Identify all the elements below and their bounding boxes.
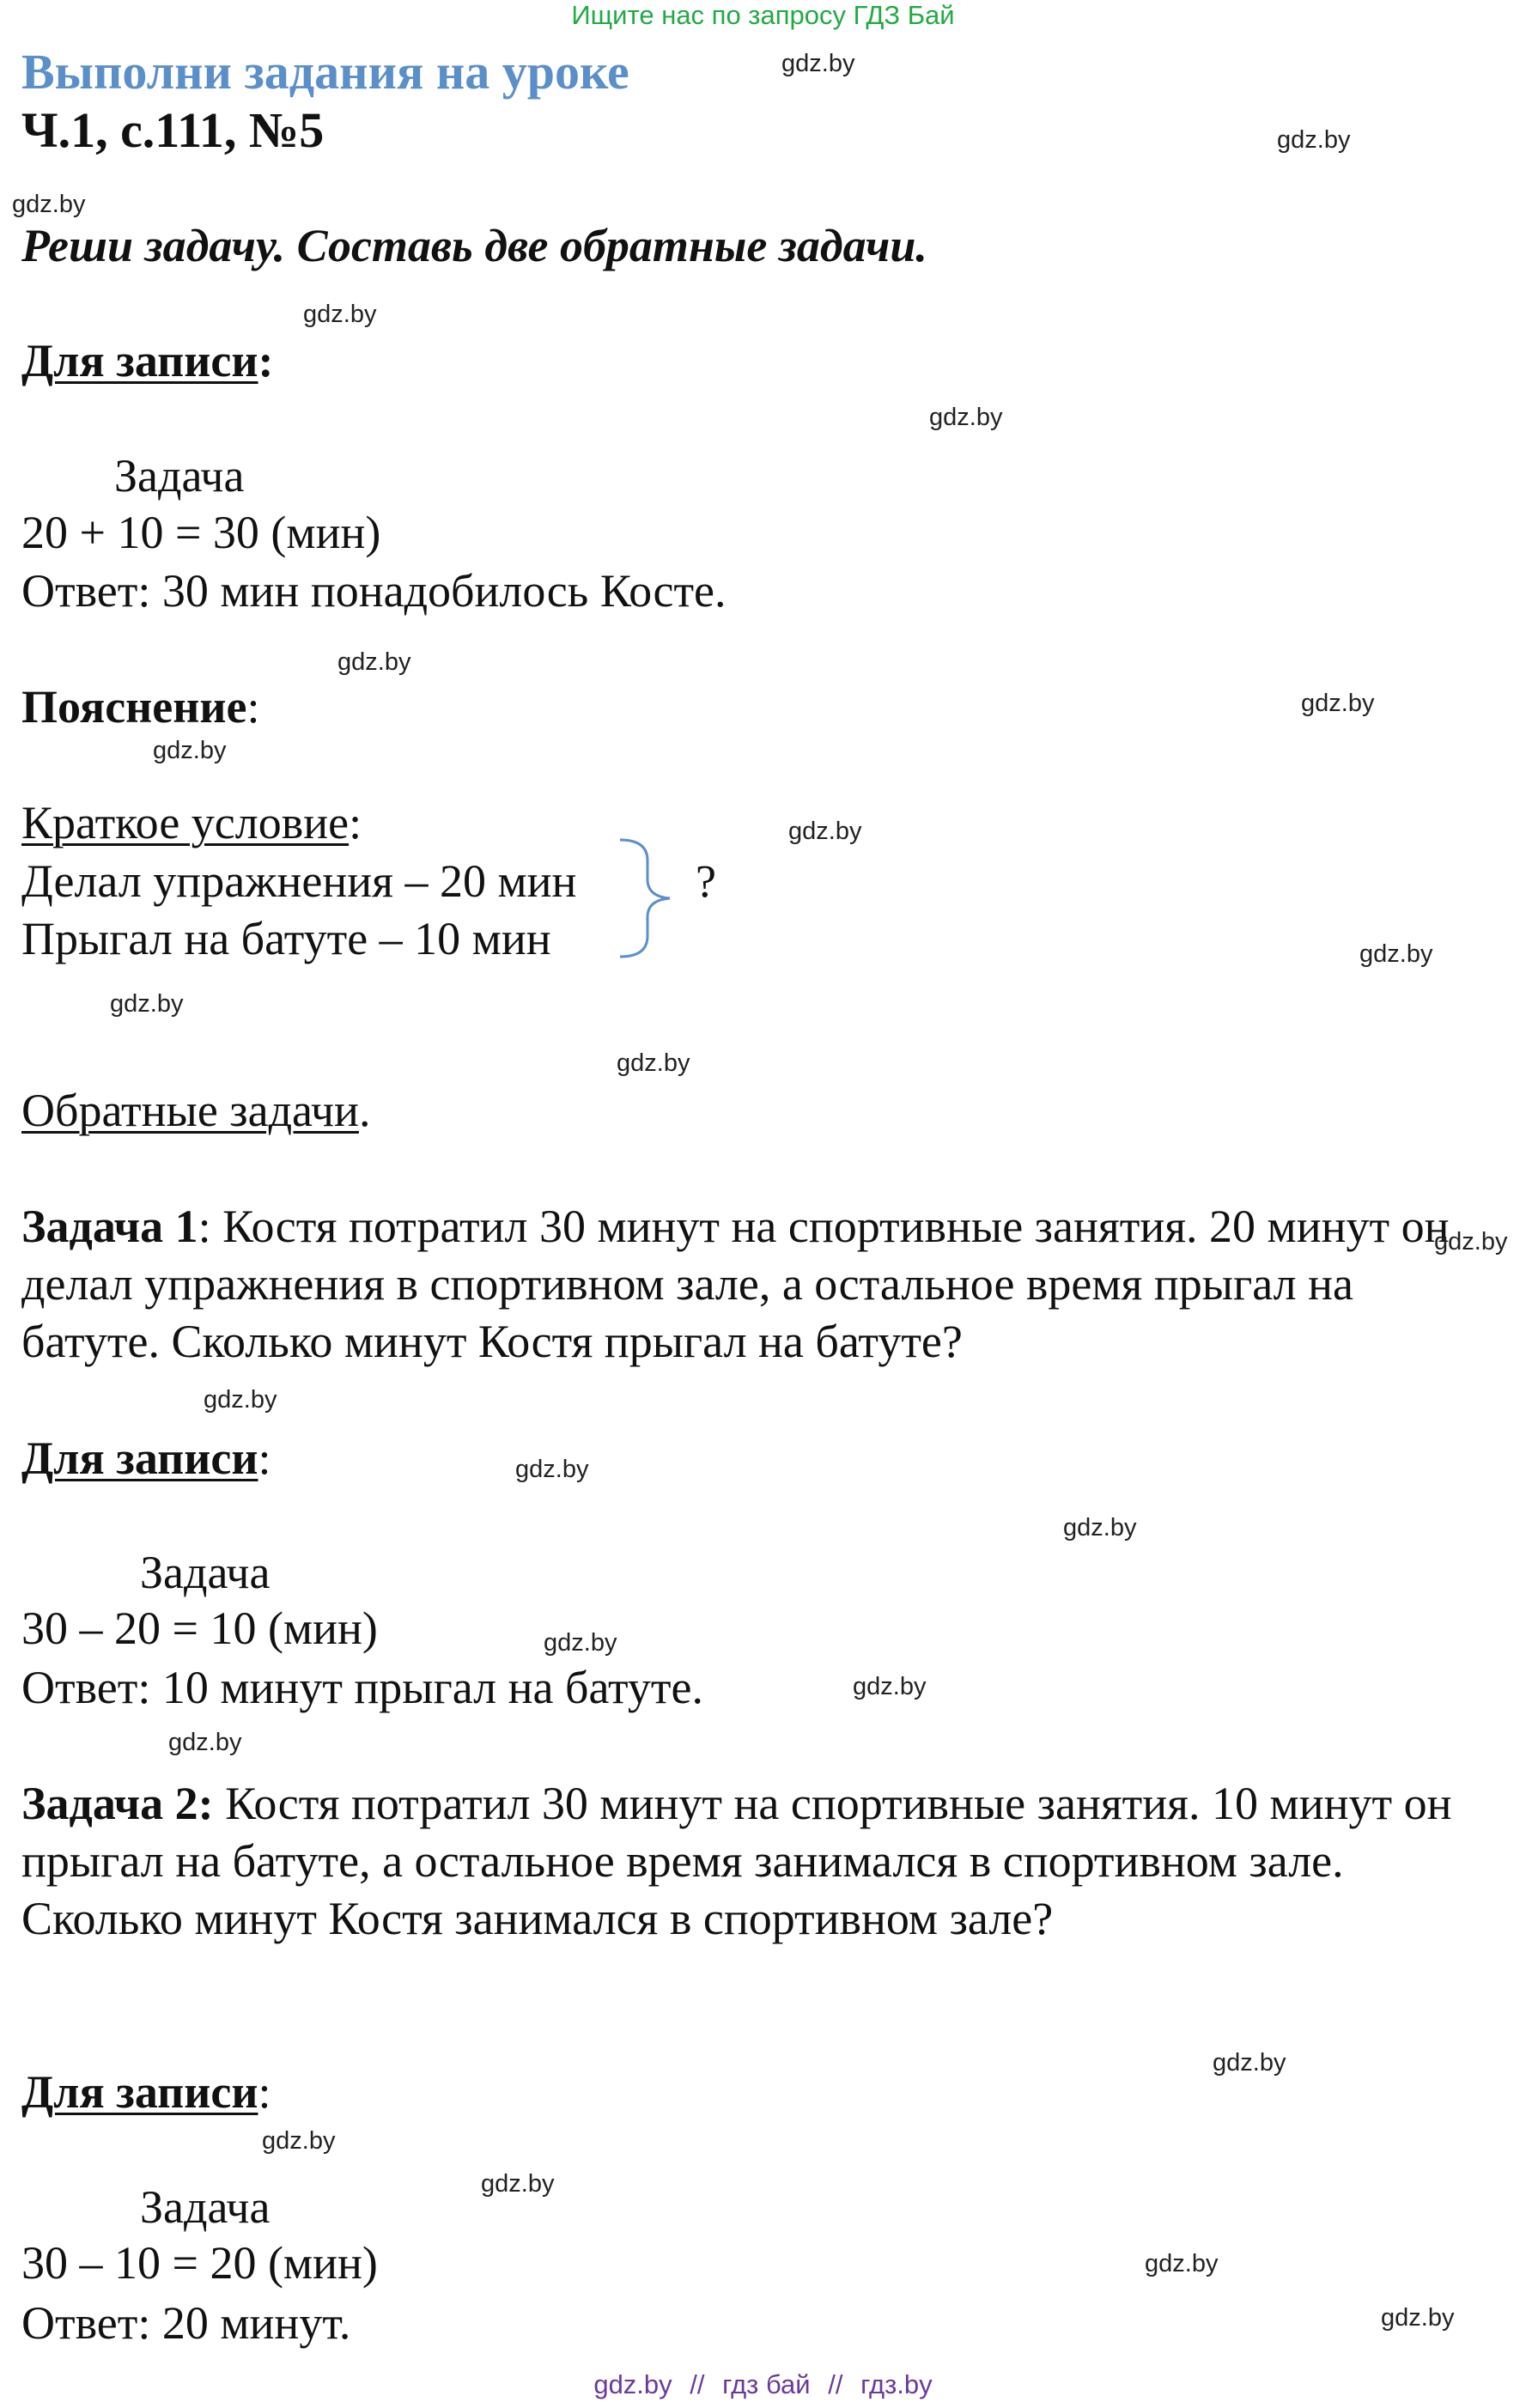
task-word-2: Задача [140, 1547, 271, 1598]
for-record-label: Для записи [21, 2066, 258, 2118]
for-record-label: Для записи [21, 1432, 258, 1484]
task-2-text [21, 1775, 1481, 1948]
watermark: gdz.by [262, 2127, 336, 2155]
task-reference: Ч.1, с.111, №5 [21, 102, 325, 158]
page-title: Выполни задания на уроке [21, 44, 629, 100]
watermark: gdz.by [617, 1049, 690, 1077]
watermark: gdz.by [781, 50, 855, 77]
top-banner: Ищите нас по запросу ГДЗ Бай [571, 0, 955, 30]
condition-line-1: Делал упражнения – 20 мин [21, 855, 577, 907]
task-2-body: Костя потратил 30 минут на спортивные занятия. 10 минут он прыгал на батуте, а остальное время занимался в спортивном зале. Сколько минут Костя занимался в спортивном зале? [21, 1778, 1452, 1944]
task-word: Задача [114, 450, 245, 502]
colon: : [246, 681, 260, 733]
task-1-answer: Ответ: 10 минут прыгал на батуте. [21, 1662, 703, 1713]
condition-line-2: Прыгал на батуте – 10 мин [21, 913, 551, 964]
for-record-heading-2 [21, 1430, 271, 1487]
watermark: gdz.by [515, 1456, 589, 1483]
watermark: gdz.by [337, 648, 411, 676]
watermark: gdz.by [1145, 2250, 1219, 2277]
watermark: gdz.by [853, 1673, 927, 1700]
watermark: gdz.by [153, 737, 227, 764]
instruction-text: Реши задачу. Составь две обратные задачи [21, 220, 916, 271]
watermark: gdz.by [481, 2170, 555, 2198]
watermark: gdz.by [544, 1629, 617, 1657]
instruction-dot: . [915, 220, 927, 271]
curly-brace-icon [615, 835, 675, 964]
main-equation: 20 + 10 = 30 (мин) [21, 507, 381, 558]
explanation-label: Пояснение [21, 681, 247, 733]
for-record-heading [21, 332, 273, 389]
short-condition-heading [21, 794, 362, 851]
short-condition-label: Краткое условие [21, 797, 350, 848]
footer-link-gdz-by-cyr[interactable]: гдз.by [860, 2369, 933, 2399]
task-1-equation: 30 – 20 = 10 (мин) [21, 1602, 378, 1654]
condition-question: ? [696, 855, 716, 907]
colon: : [349, 797, 362, 848]
for-record-label: Для записи [21, 335, 258, 386]
watermark: gdz.by [788, 818, 862, 845]
inverse-tasks-label: Обратные задачи [21, 1085, 359, 1136]
watermark: gdz.by [303, 301, 377, 328]
watermark: gdz.by [1213, 2049, 1286, 2077]
task-2-label: Задача 2: [21, 1778, 214, 1829]
footer-link-gdz-by[interactable]: gdz.by [593, 2369, 672, 2399]
watermark: gdz.by [929, 404, 1003, 431]
watermark: gdz.by [1063, 1514, 1137, 1541]
watermark: gdz.by [1381, 2304, 1455, 2332]
inverse-dot: . [358, 1085, 371, 1136]
task-2-answer: Ответ: 20 минут. [21, 2297, 351, 2349]
for-record-heading-3 [21, 2064, 271, 2120]
task-1-label: Задача 1 [21, 1201, 198, 1252]
footer-separator: // [690, 2369, 705, 2399]
instruction [21, 219, 927, 272]
footer-link-gdz-bai[interactable]: гдз бай [722, 2369, 811, 2399]
colon: : [258, 2066, 271, 2118]
watermark: gdz.by [1359, 940, 1433, 968]
watermark: gdz.by [1434, 1228, 1508, 1256]
main-answer: Ответ: 30 мин понадобилось Косте. [21, 565, 727, 617]
watermark: gdz.by [1277, 126, 1351, 154]
watermark: gdz.by [168, 1729, 242, 1756]
task-2-equation: 30 – 10 = 20 (мин) [21, 2237, 378, 2289]
watermark: gdz.by [110, 990, 184, 1018]
footer-links [0, 2369, 1526, 2400]
watermark: gdz.by [12, 191, 86, 218]
footer-separator: // [828, 2369, 843, 2399]
watermark: gdz.by [204, 1386, 277, 1414]
explanation-heading [21, 678, 259, 735]
colon: : [258, 335, 274, 386]
task-1-text [21, 1198, 1473, 1371]
inverse-tasks-heading [21, 1082, 370, 1139]
task-word-3: Задача [140, 2181, 271, 2233]
watermark: gdz.by [1301, 690, 1375, 717]
task-1-body: : Костя потратил 30 минут на спортивные занятия. 20 минут он делал упражнения в спортивном зале, а остальное время прыгал на батуте. Сколько минут Костя прыгал на батуте? [21, 1201, 1450, 1367]
colon: : [258, 1432, 271, 1484]
